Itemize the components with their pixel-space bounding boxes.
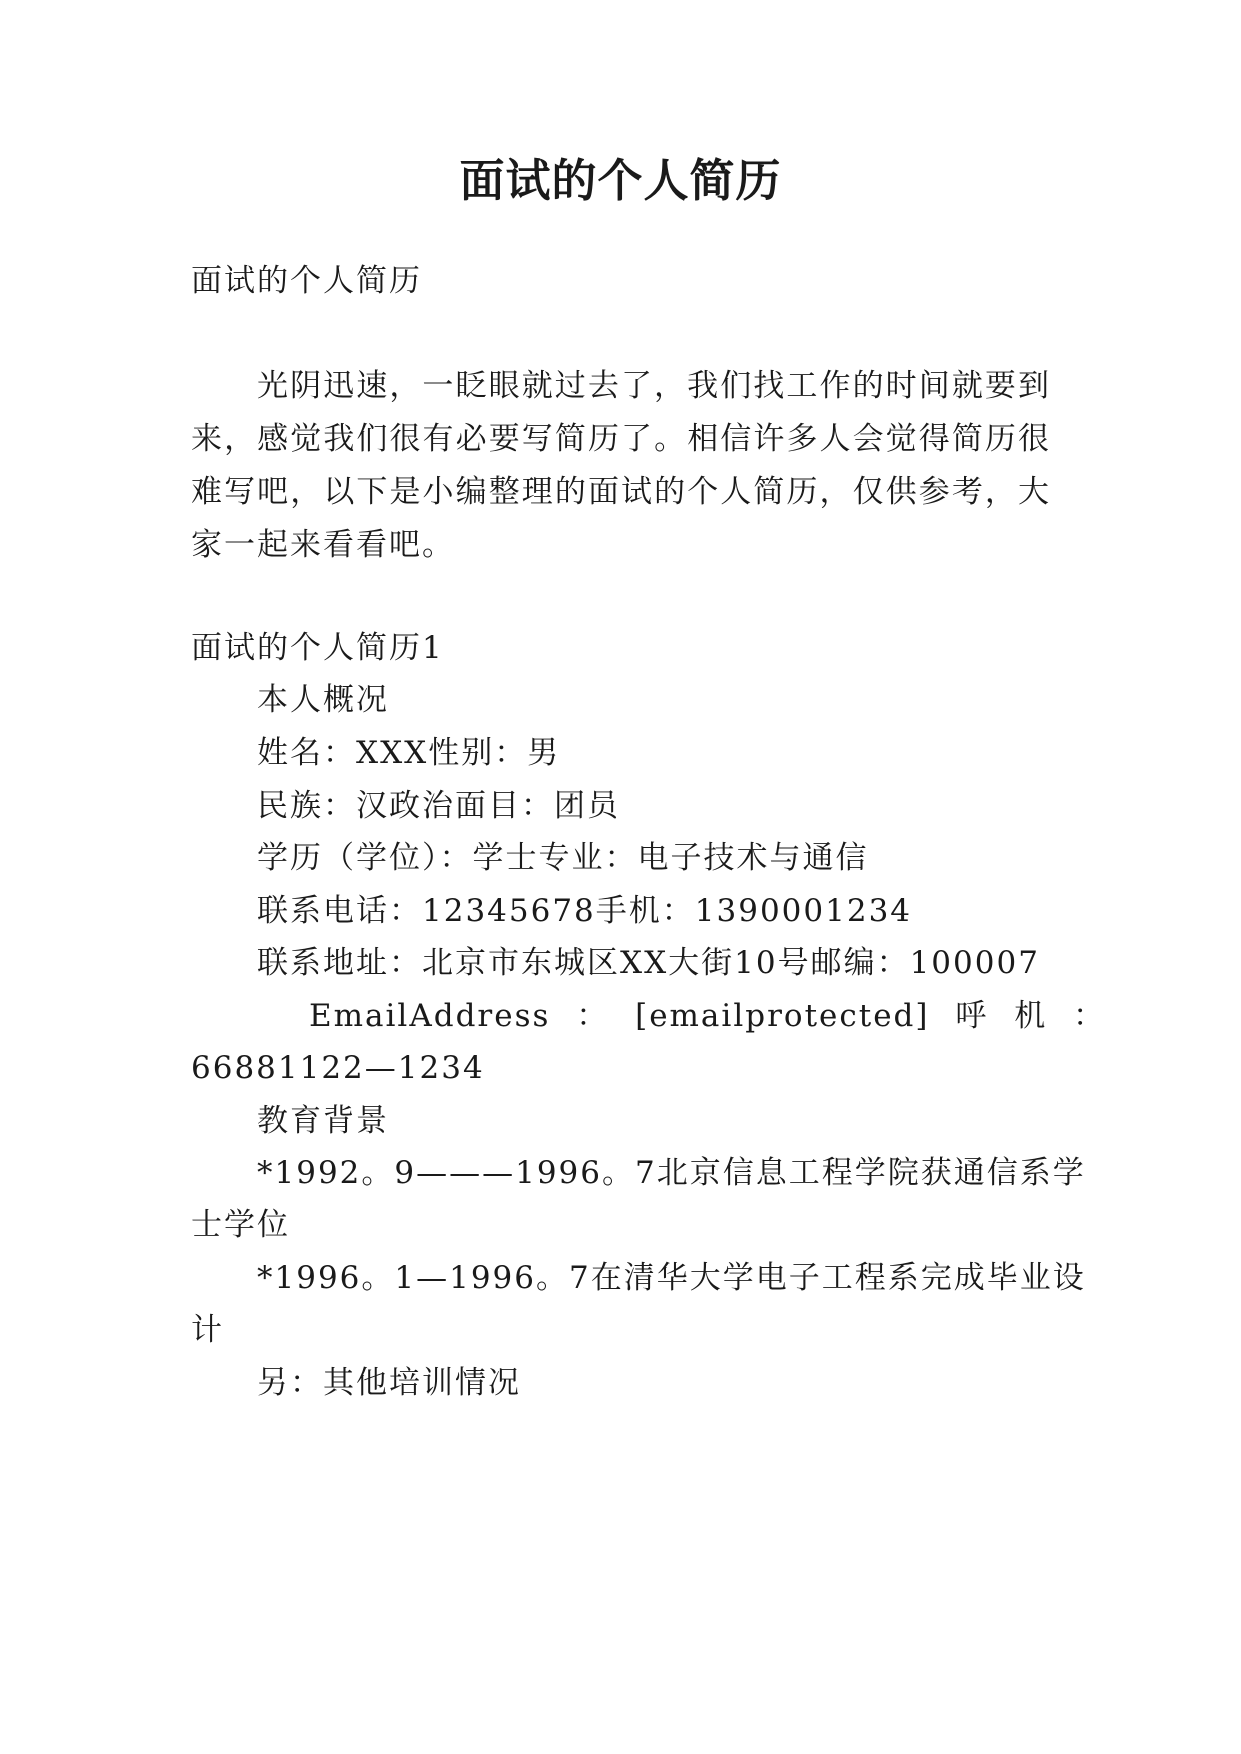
ethnicity-politics-line: 民族：汉政治面目：团员	[257, 788, 620, 824]
pager-number-line: 66881122—1234	[191, 1050, 485, 1086]
section-heading: 面试的个人简历1	[191, 630, 444, 666]
address-postcode-line: 联系地址：北京市东城区XX大街10号邮编：100007	[257, 945, 1040, 981]
other-training-line: 另：其他培训情况	[257, 1365, 521, 1401]
education-item-line: 计	[191, 1312, 224, 1348]
email-pager-line: EmailAddress ： [emailprotected] 呼 机 ：	[309, 998, 1107, 1034]
education-item-line: 士学位	[191, 1207, 290, 1243]
phone-mobile-line: 联系电话：12345678手机：1390001234	[257, 893, 913, 929]
document-subtitle: 面试的个人简历	[191, 263, 422, 299]
profile-heading: 本人概况	[257, 682, 389, 718]
document-title: 面试的个人简历	[459, 154, 782, 207]
intro-paragraph-line: 难写吧，以下是小编整理的面试的个人简历，仅供参考，大	[191, 474, 1051, 510]
degree-major-line: 学历（学位）：学士专业：电子技术与通信	[257, 840, 869, 876]
intro-paragraph-line: 来，感觉我们很有必要写简历了。相信许多人会觉得简历很	[191, 421, 1051, 457]
intro-paragraph-line: 家一起来看看吧。	[191, 527, 455, 563]
name-gender-line: 姓名：XXX性别：男	[257, 735, 561, 771]
intro-paragraph-line: 光阴迅速，一眨眼就过去了，我们找工作的时间就要到	[257, 368, 1051, 404]
education-item-line: *1992。9———1996。7北京信息工程学院获通信系学	[257, 1155, 1086, 1191]
education-item-line: *1996。1—1996。7在清华大学电子工程系完成毕业设	[257, 1260, 1086, 1296]
education-heading: 教育背景	[257, 1103, 389, 1139]
